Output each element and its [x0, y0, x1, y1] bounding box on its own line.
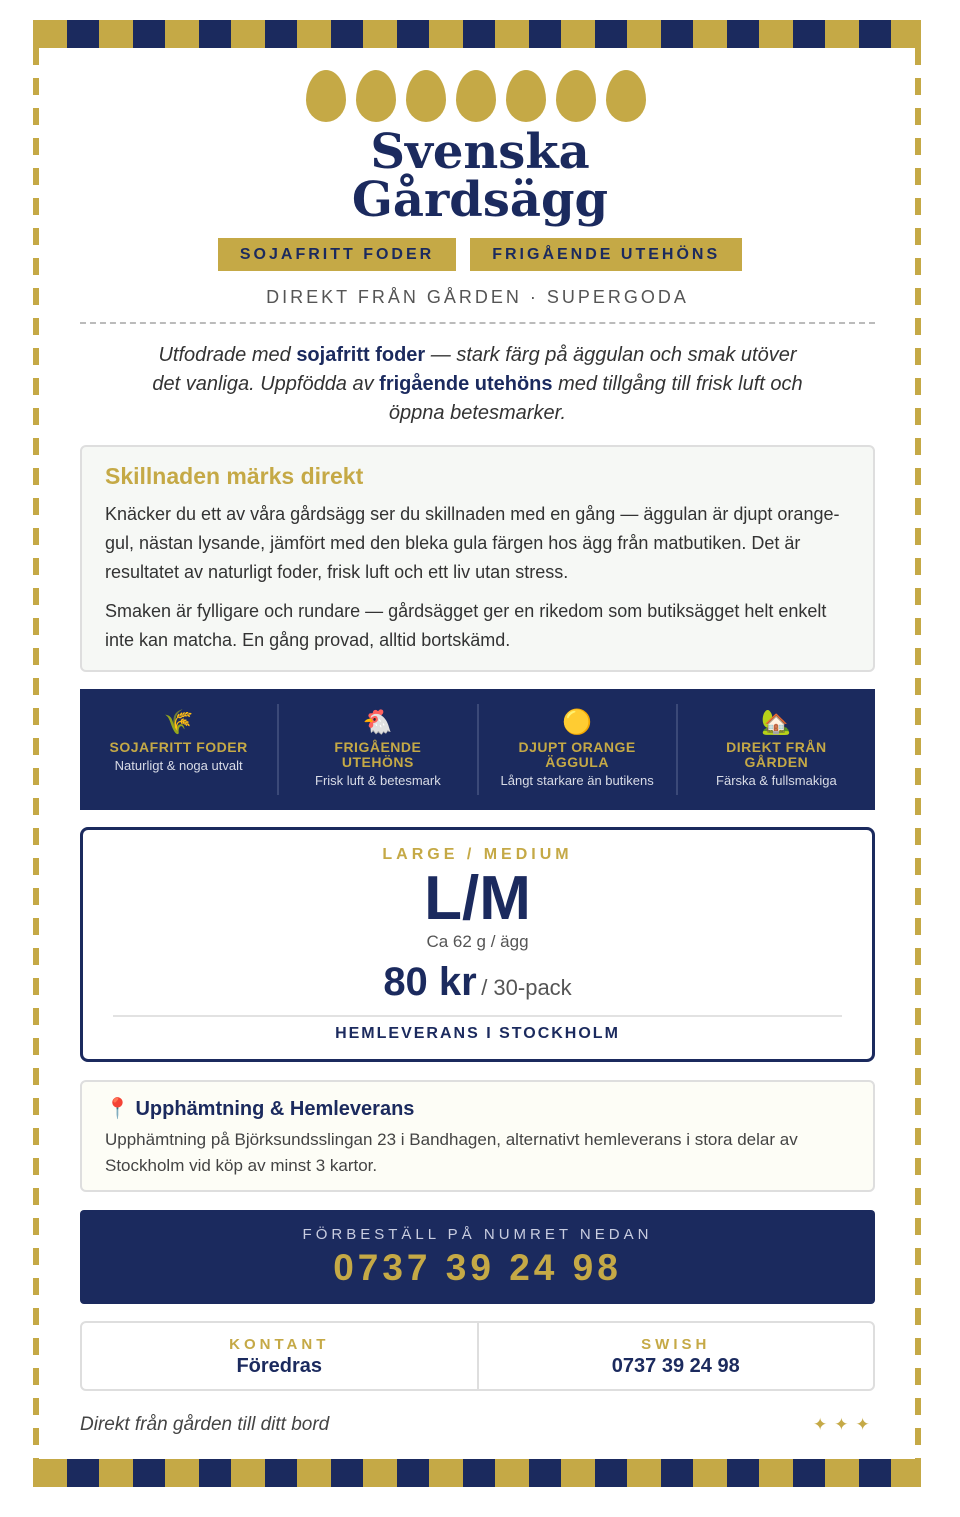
difference-paragraph: Knäcker du ett av våra gårdsägg ser du skillnaden med en gång — äggulan är djupt orange-gul, nästan lysande, jämfört med den bleka gula färgen hos ägg från matbutiken. Det är resultatet av naturligt foder, frisk luft och ett liv utan stress. [105, 504, 840, 582]
delivery-note: HEMLEVERANS I STOCKHOLM [335, 1025, 620, 1042]
payment-value: Föredras [236, 1355, 323, 1377]
pickup-heading-text: Upphämtning & Hemleverans [135, 1098, 415, 1120]
farmhouse-icon: 🏡 [761, 709, 792, 736]
subline: DIREKT FRÅN GÅRDEN · SUPERGODA [266, 287, 689, 307]
wheat-icon: 🌾 [163, 709, 194, 736]
difference-heading: Skillnaden märks direkt [105, 463, 364, 489]
tag-soy-free: SOJAFRITT FODER [218, 238, 456, 271]
egg-icon [306, 70, 346, 122]
feature-item [80, 704, 279, 795]
chicken-icon: 🐔 [362, 709, 393, 736]
egg-weight: Ca 62 g / ägg [426, 932, 529, 951]
size-code: L/M [424, 864, 531, 933]
payment-option-cash [82, 1323, 479, 1389]
order-box [80, 1210, 875, 1304]
intro-part: Utfodrade med [158, 344, 297, 366]
intro-text [150, 341, 805, 428]
pickup-text: Upphämtning på Björksundsslingan 23 i Bandhagen, alternativt hemleverans i stora delar av Stockholm vid köp av minst 3 kartor. [105, 1130, 798, 1175]
egg-icon [456, 70, 496, 122]
pack-size: / 30-pack [481, 975, 572, 1000]
location-pin-icon: 📍 [105, 1098, 130, 1120]
price-line [83, 960, 872, 1005]
egg-icon [406, 70, 446, 122]
payment-box [80, 1321, 875, 1391]
intro-highlight: frigående utehöns [379, 373, 553, 395]
difference-box [80, 445, 875, 672]
yolk-icon: 🟡 [562, 709, 593, 736]
egg-icon [556, 70, 596, 122]
payment-label: KONTANT [229, 1336, 330, 1353]
feature-item [279, 704, 478, 795]
size-label: LARGE / MEDIUM [382, 846, 573, 863]
feature-title: DJUPT ORANGE ÄGGULA [518, 739, 636, 770]
tag-row [0, 238, 960, 271]
egg-row [306, 70, 646, 122]
feature-bar [80, 689, 875, 810]
payment-value: 0737 39 24 98 [611, 1355, 740, 1377]
feature-title: FRIGÅENDE UTEHÖNS [334, 739, 422, 770]
intro-highlight: sojafritt foder [296, 344, 426, 366]
price-amount: 80 kr [383, 960, 477, 1004]
title-line-1: Svenska [370, 124, 590, 180]
price-box [80, 827, 875, 1062]
difference-paragraph: Smaken är fylligare och rundare — gårdsägget ger en rikedom som butiksägget helt enkelt inte kan matcha. En gång provad, alltid bortskämd. [105, 601, 827, 650]
order-phone[interactable]: 0737 39 24 98 [333, 1247, 622, 1288]
pickup-heading [105, 1096, 850, 1121]
pickup-box [80, 1080, 875, 1192]
feature-subtitle: Långt starkare än butikens [500, 773, 654, 788]
tag-free-range: FRIGÅENDE UTEHÖNS [470, 238, 742, 271]
feature-title: DIREKT FRÅN GÅRDEN [726, 739, 827, 770]
footer-tagline: Direkt från gården till ditt bord [80, 1414, 330, 1435]
egg-icon [506, 70, 546, 122]
title-line-2: Gårdsägg [351, 172, 609, 228]
star-decoration-icon: ✦✦✦ [813, 1415, 877, 1434]
feature-item [678, 704, 875, 795]
egg-icon [606, 70, 646, 122]
feature-item [479, 704, 678, 795]
egg-icon [356, 70, 396, 122]
intro-part: med tillgång till frisk luft och öppna betesmarker. [388, 373, 803, 424]
payment-option-swish [479, 1323, 874, 1389]
bottom-border-stripe [33, 1459, 921, 1487]
price-divider [113, 1015, 842, 1017]
feature-subtitle: Färska & fullsmakiga [716, 773, 837, 788]
feature-subtitle: Naturligt & noga utvalt [114, 758, 243, 773]
intro-part: — stark färg på äggulan och smak utöver det vanliga. Uppfödda av [152, 344, 797, 395]
divider [80, 322, 875, 324]
top-border-stripe [33, 20, 921, 48]
page-title [0, 124, 960, 228]
feature-subtitle: Frisk luft & betesmark [315, 773, 441, 788]
payment-label: SWISH [641, 1336, 711, 1353]
order-label: FÖRBESTÄLL PÅ NUMRET NEDAN [302, 1226, 653, 1243]
feature-title: SOJAFRITT FODER [109, 739, 248, 755]
